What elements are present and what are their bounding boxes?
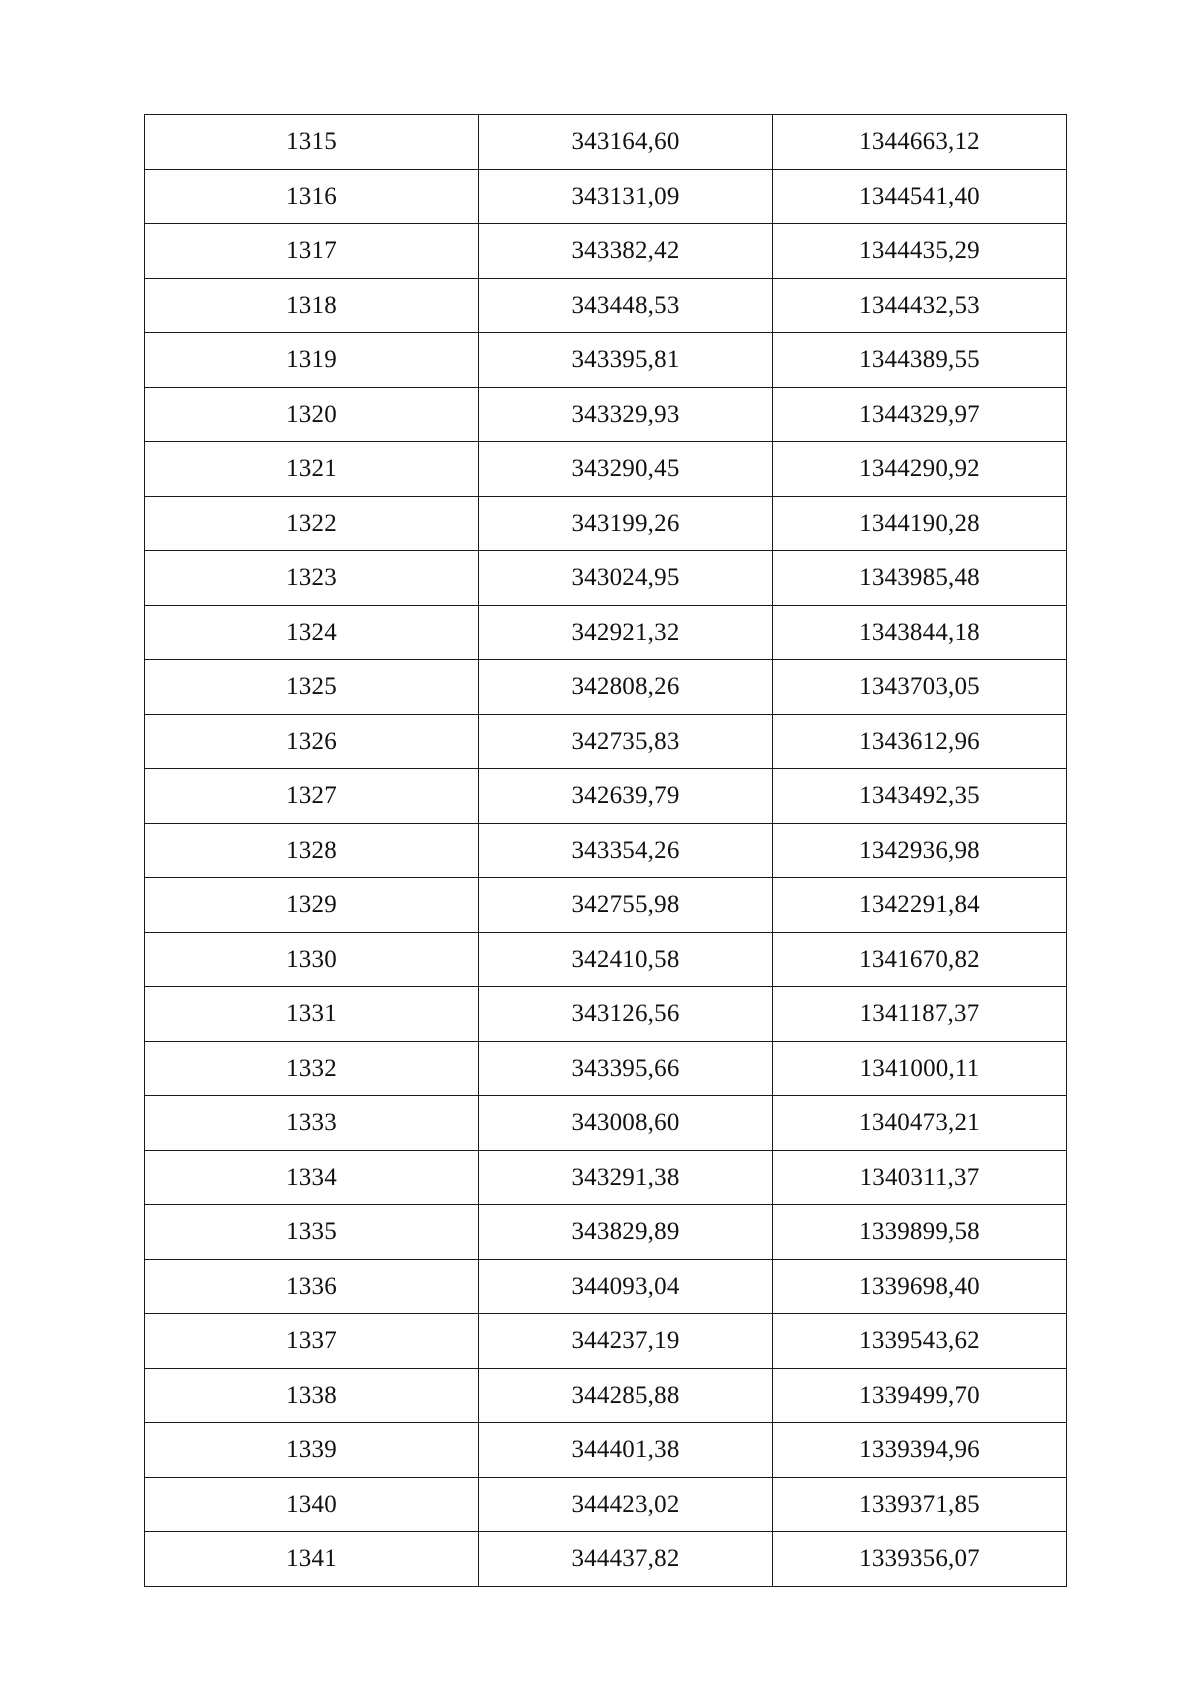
x-coordinate-cell: 343290,45 — [479, 442, 773, 497]
table-row — [145, 660, 1067, 715]
point-number-cell: 1315 — [145, 115, 479, 170]
table-row — [145, 551, 1067, 606]
point-number-cell: 1327 — [145, 769, 479, 824]
table-row — [145, 1150, 1067, 1205]
x-coordinate-cell: 343008,60 — [479, 1096, 773, 1151]
x-coordinate-cell: 343382,42 — [479, 224, 773, 279]
y-coordinate-cell: 1342291,84 — [773, 878, 1067, 933]
table-row — [145, 115, 1067, 170]
y-coordinate-cell: 1344190,28 — [773, 496, 1067, 551]
x-coordinate-cell: 343131,09 — [479, 169, 773, 224]
table-row — [145, 224, 1067, 279]
y-coordinate-cell: 1344432,53 — [773, 278, 1067, 333]
y-coordinate-cell: 1339394,96 — [773, 1423, 1067, 1478]
y-coordinate-cell: 1343844,18 — [773, 605, 1067, 660]
y-coordinate-cell: 1344663,12 — [773, 115, 1067, 170]
table-row — [145, 387, 1067, 442]
y-coordinate-cell: 1343492,35 — [773, 769, 1067, 824]
y-coordinate-cell: 1341000,11 — [773, 1041, 1067, 1096]
point-number-cell: 1340 — [145, 1477, 479, 1532]
x-coordinate-cell: 343395,81 — [479, 333, 773, 388]
table-row — [145, 442, 1067, 497]
y-coordinate-cell: 1341187,37 — [773, 987, 1067, 1042]
point-number-cell: 1336 — [145, 1259, 479, 1314]
x-coordinate-cell: 344237,19 — [479, 1314, 773, 1369]
x-coordinate-cell: 342921,32 — [479, 605, 773, 660]
table-row — [145, 714, 1067, 769]
x-coordinate-cell: 342755,98 — [479, 878, 773, 933]
table-row — [145, 1532, 1067, 1587]
table-row — [145, 333, 1067, 388]
table-row — [145, 1259, 1067, 1314]
x-coordinate-cell: 342735,83 — [479, 714, 773, 769]
x-coordinate-cell: 344285,88 — [479, 1368, 773, 1423]
point-number-cell: 1334 — [145, 1150, 479, 1205]
x-coordinate-cell: 343829,89 — [479, 1205, 773, 1260]
y-coordinate-cell: 1344541,40 — [773, 169, 1067, 224]
x-coordinate-cell: 343126,56 — [479, 987, 773, 1042]
y-coordinate-cell: 1339899,58 — [773, 1205, 1067, 1260]
y-coordinate-cell: 1339499,70 — [773, 1368, 1067, 1423]
y-coordinate-cell: 1340311,37 — [773, 1150, 1067, 1205]
table-row — [145, 169, 1067, 224]
point-number-cell: 1331 — [145, 987, 479, 1042]
x-coordinate-cell: 343329,93 — [479, 387, 773, 442]
point-number-cell: 1320 — [145, 387, 479, 442]
x-coordinate-cell: 344093,04 — [479, 1259, 773, 1314]
y-coordinate-cell: 1344329,97 — [773, 387, 1067, 442]
point-number-cell: 1319 — [145, 333, 479, 388]
point-number-cell: 1321 — [145, 442, 479, 497]
point-number-cell: 1330 — [145, 932, 479, 987]
table-row — [145, 932, 1067, 987]
y-coordinate-cell: 1344389,55 — [773, 333, 1067, 388]
point-number-cell: 1332 — [145, 1041, 479, 1096]
point-number-cell: 1326 — [145, 714, 479, 769]
y-coordinate-cell: 1339698,40 — [773, 1259, 1067, 1314]
x-coordinate-cell: 342639,79 — [479, 769, 773, 824]
table-row — [145, 878, 1067, 933]
table-row — [145, 1314, 1067, 1369]
table-row — [145, 1205, 1067, 1260]
x-coordinate-cell: 344423,02 — [479, 1477, 773, 1532]
point-number-cell: 1324 — [145, 605, 479, 660]
y-coordinate-cell: 1339356,07 — [773, 1532, 1067, 1587]
point-number-cell: 1318 — [145, 278, 479, 333]
point-number-cell: 1329 — [145, 878, 479, 933]
y-coordinate-cell: 1342936,98 — [773, 823, 1067, 878]
table-row — [145, 1423, 1067, 1478]
table-row — [145, 1041, 1067, 1096]
table-row — [145, 1477, 1067, 1532]
point-number-cell: 1322 — [145, 496, 479, 551]
y-coordinate-cell: 1344435,29 — [773, 224, 1067, 279]
y-coordinate-cell: 1341670,82 — [773, 932, 1067, 987]
point-number-cell: 1337 — [145, 1314, 479, 1369]
y-coordinate-cell: 1339371,85 — [773, 1477, 1067, 1532]
y-coordinate-cell: 1339543,62 — [773, 1314, 1067, 1369]
table-row — [145, 1096, 1067, 1151]
y-coordinate-cell: 1343612,96 — [773, 714, 1067, 769]
point-number-cell: 1335 — [145, 1205, 479, 1260]
point-number-cell: 1341 — [145, 1532, 479, 1587]
table-row — [145, 769, 1067, 824]
x-coordinate-cell: 343395,66 — [479, 1041, 773, 1096]
point-number-cell: 1338 — [145, 1368, 479, 1423]
point-number-cell: 1317 — [145, 224, 479, 279]
point-number-cell: 1333 — [145, 1096, 479, 1151]
x-coordinate-cell: 343448,53 — [479, 278, 773, 333]
table-row — [145, 823, 1067, 878]
x-coordinate-cell: 343199,26 — [479, 496, 773, 551]
x-coordinate-cell: 342808,26 — [479, 660, 773, 715]
coordinates-table-body — [145, 115, 1067, 1587]
y-coordinate-cell: 1343703,05 — [773, 660, 1067, 715]
x-coordinate-cell: 342410,58 — [479, 932, 773, 987]
x-coordinate-cell: 343291,38 — [479, 1150, 773, 1205]
point-number-cell: 1328 — [145, 823, 479, 878]
x-coordinate-cell: 343024,95 — [479, 551, 773, 606]
x-coordinate-cell: 344401,38 — [479, 1423, 773, 1478]
table-row — [145, 496, 1067, 551]
point-number-cell: 1325 — [145, 660, 479, 715]
x-coordinate-cell: 343164,60 — [479, 115, 773, 170]
point-number-cell: 1339 — [145, 1423, 479, 1478]
y-coordinate-cell: 1343985,48 — [773, 551, 1067, 606]
table-row — [145, 1368, 1067, 1423]
y-coordinate-cell: 1344290,92 — [773, 442, 1067, 497]
y-coordinate-cell: 1340473,21 — [773, 1096, 1067, 1151]
coordinates-table — [144, 114, 1067, 1587]
x-coordinate-cell: 344437,82 — [479, 1532, 773, 1587]
table-row — [145, 987, 1067, 1042]
point-number-cell: 1323 — [145, 551, 479, 606]
table-row — [145, 605, 1067, 660]
table-row — [145, 278, 1067, 333]
x-coordinate-cell: 343354,26 — [479, 823, 773, 878]
point-number-cell: 1316 — [145, 169, 479, 224]
